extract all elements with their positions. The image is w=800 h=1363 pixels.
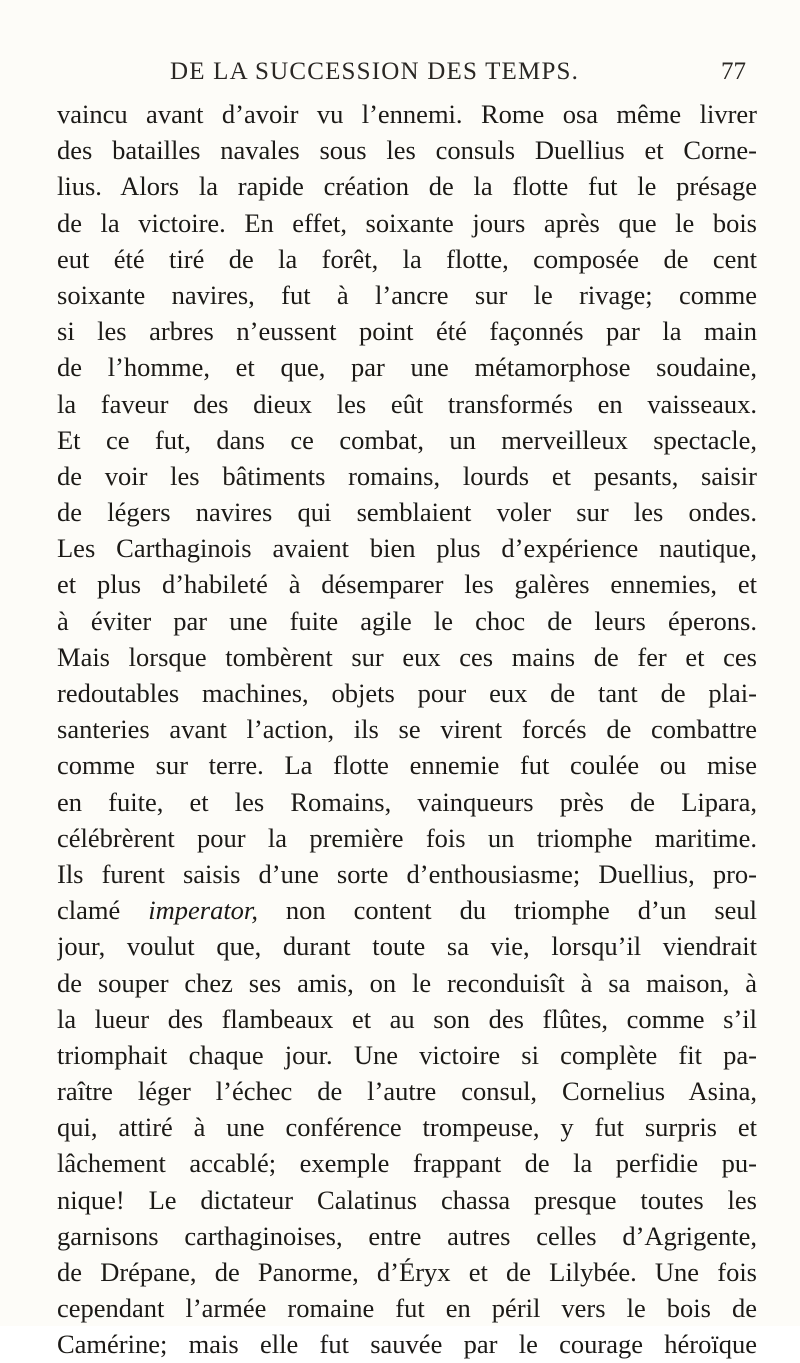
text-line: garnisons carthaginoises, entre autres celles d’Agrigente, bbox=[57, 1220, 757, 1251]
text-line: la faveur des dieux les eût transformés en vaisseaux. bbox=[57, 388, 757, 419]
body-text bbox=[57, 96, 757, 1363]
text-line: nique! Le dictateur Calatinus chassa presque toutes les bbox=[57, 1184, 757, 1215]
text-line: raître léger l’échec de l’autre consul, Cornelius Asina, bbox=[57, 1076, 757, 1107]
text-line: Ils furent saisis d’une sorte d’enthousiasme; Duellius, pro- bbox=[57, 858, 757, 889]
text-fragment: clamé bbox=[57, 895, 121, 926]
text-line: la lueur des flambeaux et au son des flûtes, comme s’il bbox=[57, 1003, 757, 1034]
text-line: et plus d’habileté à désemparer les galères ennemies, et bbox=[57, 569, 757, 600]
text-line: comme sur terre. La flotte ennemie fut coulée ou mise bbox=[57, 750, 757, 781]
text-line: jour, voulut que, durant toute sa vie, lorsqu’il viendrait bbox=[57, 931, 757, 962]
text-line: triomphait chaque jour. Une victoire si complète fit pa- bbox=[57, 1039, 757, 1070]
text-line: lius. Alors la rapide création de la flotte fut le présage bbox=[57, 171, 757, 202]
text-line: de souper chez ses amis, on le reconduisît à sa maison, à bbox=[57, 967, 757, 998]
running-head: DE LA SUCCESSION DES TEMPS. bbox=[170, 58, 580, 85]
text-fragment: non content du triomphe d’un seul bbox=[257, 895, 757, 926]
text-line: de la victoire. En effet, soixante jours après que le bois bbox=[57, 207, 757, 238]
text-line: redoutables machines, objets pour eux de tant de plai- bbox=[57, 678, 757, 708]
page-header bbox=[60, 58, 750, 94]
text-line: célébrèrent pour la première fois un triomphe maritime. bbox=[57, 822, 757, 853]
text-line: santeries avant l’action, ils se virent forcés de combattre bbox=[57, 714, 757, 745]
text-line: des batailles navales sous les consuls Duellius et Corne- bbox=[57, 135, 757, 166]
text-line: Camérine; mais elle fut sauvée par le courage héroïque bbox=[57, 1329, 757, 1360]
text-line: de Drépane, de Panorme, d’Éryx et de Lilybée. Une fois bbox=[57, 1257, 757, 1287]
text-line: de l’homme, et que, par une métamorphose soudaine, bbox=[57, 352, 757, 383]
text-line: vaincu avant d’avoir vu l’ennemi. Rome osa même livrer bbox=[57, 99, 757, 129]
text-line: soixante navires, fut à l’ancre sur le rivage; comme bbox=[57, 279, 757, 310]
text-line: à éviter par une fuite agile le choc de leurs éperons. bbox=[57, 605, 757, 636]
text-line: de légers navires qui semblaient voler sur les ondes. bbox=[57, 497, 757, 528]
text-line: qui, attiré à une conférence trompeuse, y fut surpris et bbox=[57, 1112, 757, 1143]
text-line: Et ce fut, dans ce combat, un merveilleux spectacle, bbox=[57, 424, 757, 455]
text-line: lâchement accablé; exemple frappant de la perfidie pu- bbox=[57, 1148, 757, 1179]
text-line: si les arbres n’eussent point été façonnés par la main bbox=[57, 316, 757, 347]
page-number: 77 bbox=[721, 58, 746, 85]
text-line bbox=[57, 892, 757, 928]
text-line: cependant l’armée romaine fut en péril vers le bois de bbox=[57, 1293, 757, 1324]
text-line: Les Carthaginois avaient bien plus d’expérience nautique, bbox=[57, 533, 757, 564]
text-line: Mais lorsque tombèrent sur eux ces mains de fer et ces bbox=[57, 641, 757, 672]
text-line: en fuite, et les Romains, vainqueurs près de Lipara, bbox=[57, 786, 757, 817]
text-line: de voir les bâtiments romains, lourds et pesants, saisir bbox=[57, 460, 757, 491]
italic-term: imperator, bbox=[148, 895, 258, 926]
text-line: eut été tiré de la forêt, la flotte, composée de cent bbox=[57, 243, 757, 274]
